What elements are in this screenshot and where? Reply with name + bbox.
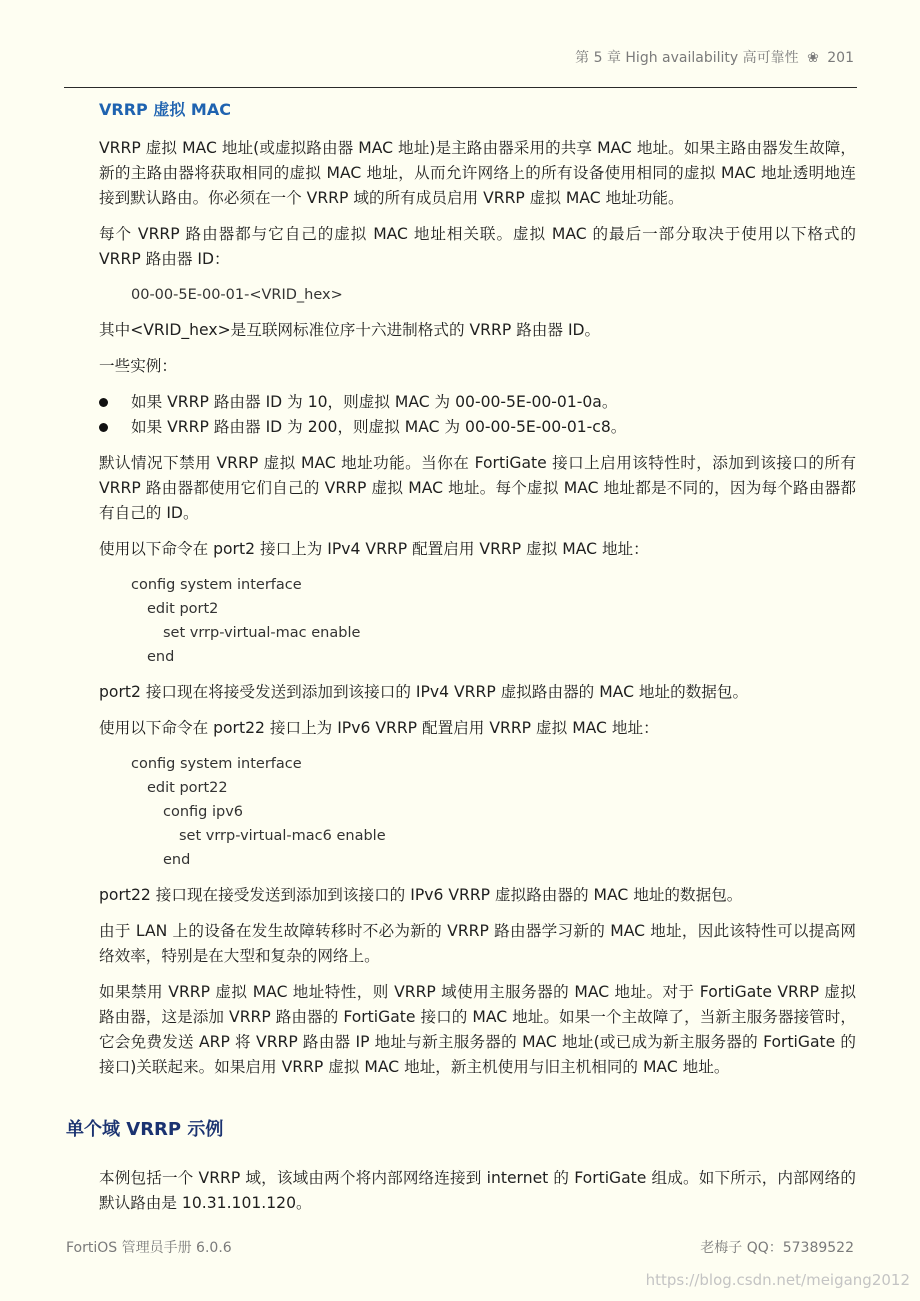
footer-doc-title: FortiOS 管理员手册 6.0.6 bbox=[66, 1240, 232, 1256]
code-line: config system interface bbox=[131, 577, 302, 593]
chapter-label: 第 5 章 bbox=[575, 50, 621, 66]
code-line: end bbox=[163, 852, 191, 868]
paragraph-ipv6-result: port22 接口现在接受发送到添加到该接口的 IPv6 VRRP 虚拟路由器的 MAC 地址的数据包。 bbox=[99, 886, 743, 904]
paragraph-intro: VRRP 虚拟 MAC 地址(或虚拟路由器 MAC 地址)是主路由器采用的共享 MAC 地址。如果主路由器发生故障，新的主路由器将获取相同的虚拟 MAC 地址，从而允许网络上的所有设备使用相同的虚拟 MAC 地址透明地连接到默认路由。你必须在一个 VRRP 域的所有成员启用 VRRP 虚拟 MAC 地址功能。 bbox=[99, 139, 856, 207]
running-header bbox=[575, 47, 854, 67]
format-code bbox=[99, 283, 856, 307]
code-line: config system interface bbox=[131, 756, 302, 772]
watermark: https://blog.csdn.net/meigang2012 bbox=[645, 1271, 910, 1289]
paragraph-ipv4-result: port2 接口现在将接受发送到添加到该接口的 IPv4 VRRP 虚拟路由器的 MAC 地址的数据包。 bbox=[99, 683, 749, 701]
page-number: 201 bbox=[827, 50, 854, 66]
bullet-icon bbox=[99, 398, 108, 407]
example-list bbox=[99, 390, 856, 440]
flower-icon: ❀ bbox=[807, 50, 819, 66]
paragraph-example-intro: 本例包括一个 VRRP 域，该域由两个将内部网络连接到 internet 的 FortiGate 组成。如下所示，内部网络的默认路由是 10.31.101.120。 bbox=[99, 1169, 856, 1212]
paragraph-vrid: 其中<VRID_hex>是互联网标准位序十六进制格式的 VRRP 路由器 ID。 bbox=[99, 321, 601, 339]
section2-heading: 单个域 VRRP 示例 bbox=[66, 1119, 224, 1140]
list-item: 如果 VRRP 路由器 ID 为 200，则虚拟 MAC 为 00-00-5E-00-01-c8。 bbox=[99, 415, 856, 440]
footer-author: 老梅子 QQ：57389522 bbox=[700, 1240, 854, 1256]
chapter-title-cn: 高可靠性 bbox=[742, 50, 799, 66]
paragraph-ipv4-cmd: 使用以下命令在 port2 接口上为 IPv4 VRRP 配置启用 VRRP 虚拟 MAC 地址： bbox=[99, 540, 649, 558]
code-line: edit port22 bbox=[147, 780, 228, 796]
paragraph-examples-intro: 一些实例： bbox=[99, 357, 177, 375]
section-heading: VRRP 虚拟 MAC bbox=[99, 100, 231, 119]
header-divider bbox=[64, 87, 857, 88]
chapter-title: High availability bbox=[625, 50, 739, 66]
paragraph-ipv6-cmd: 使用以下命令在 port22 接口上为 IPv6 VRRP 配置启用 VRRP 虚拟 MAC 地址： bbox=[99, 719, 659, 737]
code-line: config ipv6 bbox=[163, 804, 244, 820]
code-line: end bbox=[147, 649, 175, 665]
bullet-icon bbox=[99, 423, 108, 432]
section-vrrp-virtual-mac bbox=[99, 98, 856, 1091]
list-item: 如果 VRRP 路由器 ID 为 10，则虚拟 MAC 为 00-00-5E-00-01-0a。 bbox=[99, 390, 856, 415]
section-single-domain bbox=[99, 1166, 856, 1227]
paragraph-default: 默认情况下禁用 VRRP 虚拟 MAC 地址功能。当你在 FortiGate 接口上启用该特性时，添加到该接口的所有 VRRP 路由器都使用它们自己的 VRRP 虚拟 MAC 地址。每个虚拟 MAC 地址都是不同的，因为每个路由器都有自己的 ID。 bbox=[99, 454, 856, 522]
code-block-ipv4 bbox=[99, 573, 856, 669]
code-line: set vrrp-virtual-mac6 enable bbox=[179, 828, 386, 844]
paragraph-efficiency: 由于 LAN 上的设备在发生故障转移时不必为新的 VRRP 路由器学习新的 MAC 地址，因此该特性可以提高网络效率，特别是在大型和复杂的网络上。 bbox=[99, 922, 856, 965]
paragraph-disabled: 如果禁用 VRRP 虚拟 MAC 地址特性，则 VRRP 域使用主服务器的 MAC 地址。对于 FortiGate VRRP 虚拟路由器，这是添加 VRRP 路由器的 FortiGate 接口的 MAC 地址。如果一个主故障了，当新主服务器接管时，它会免费发送 ARP 将 VRRP 路由器 IP 地址与新主服务器的 MAC 地址(或已成为新主服务器的 FortiGate 的接口)关联起来。如果启用 VRRP 虚拟 MAC 地址，新主机使用与旧主机相同的 MAC 地址。 bbox=[99, 983, 856, 1076]
code-line: set vrrp-virtual-mac enable bbox=[163, 625, 361, 641]
code-line: 00-00-5E-00-01-<VRID_hex> bbox=[131, 287, 343, 303]
paragraph-format-intro: 每个 VRRP 路由器都与它自己的虚拟 MAC 地址相关联。虚拟 MAC 的最后一部分取决于使用以下格式的 VRRP 路由器 ID： bbox=[99, 225, 856, 268]
code-block-ipv6 bbox=[99, 752, 856, 872]
code-line: edit port2 bbox=[147, 601, 219, 617]
